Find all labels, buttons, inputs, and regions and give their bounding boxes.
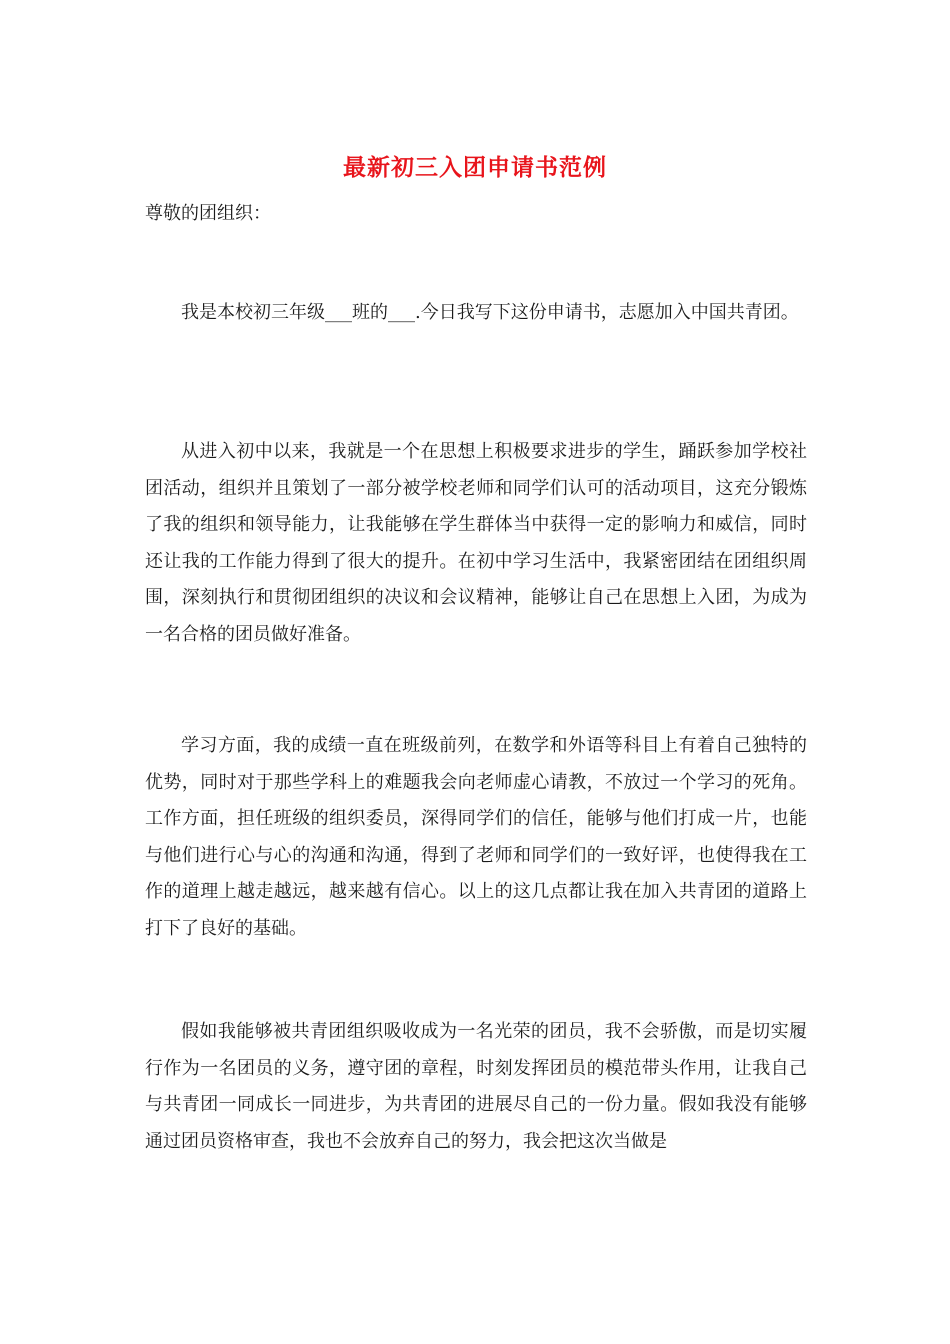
paragraph-intro: 我是本校初三年级___班的___.今日我写下这份申请书，志愿加入中国共青团。 bbox=[181, 302, 799, 323]
paragraph-study-work: 学习方面，我的成绩一直在班级前列，在数学和外语等科目上有着自己独特的优势，同时对于那些学科上的难题我会向老师虚心请教，不放过一个学习的死角。工作方面，担任班级的组织委员，深得同学们的信任，能够与他们打成一片，也能与他们进行心与心的沟通和沟通，得到了老师和同学们的一致好评，也使得我在工作的道理上越走越远，越来越有信心。以上的这几点都让我在加入共青团的道路上打下了良好的基础。 bbox=[145, 735, 807, 939]
document-title: 最新初三入团申请书范例 bbox=[343, 154, 607, 181]
paragraph-activities: 从进入初中以来，我就是一个在思想上积极要求进步的学生，踊跃参加学校社团活动，组织并且策划了一部分被学校老师和同学们认可的活动项目，这充分锻炼了我的组织和领导能力，让我能够在学生群体当中获得一定的影响力和威信，同时还让我的工作能力得到了很大的提升。在初中学习生活中，我紧密团结在团组织周围，深刻执行和贯彻团组织的决议和会议精神，能够让自己在思想上入团，为成为一名合格的团员做好准备。 bbox=[145, 441, 807, 645]
salutation: 尊敬的团组织： bbox=[145, 203, 271, 224]
paragraph-commitment: 假如我能够被共青团组织吸收成为一名光荣的团员，我不会骄傲，而是切实履行作为一名团员的义务，遵守团的章程，时刻发挥团员的模范带头作用，让我自己与共青团一同成长一同进步，为共青团的进展尽自己的一份力量。假如我没有能够通过团员资格审查，我也不会放弃自己的努力，我会把这次当做是 bbox=[145, 1021, 807, 1152]
